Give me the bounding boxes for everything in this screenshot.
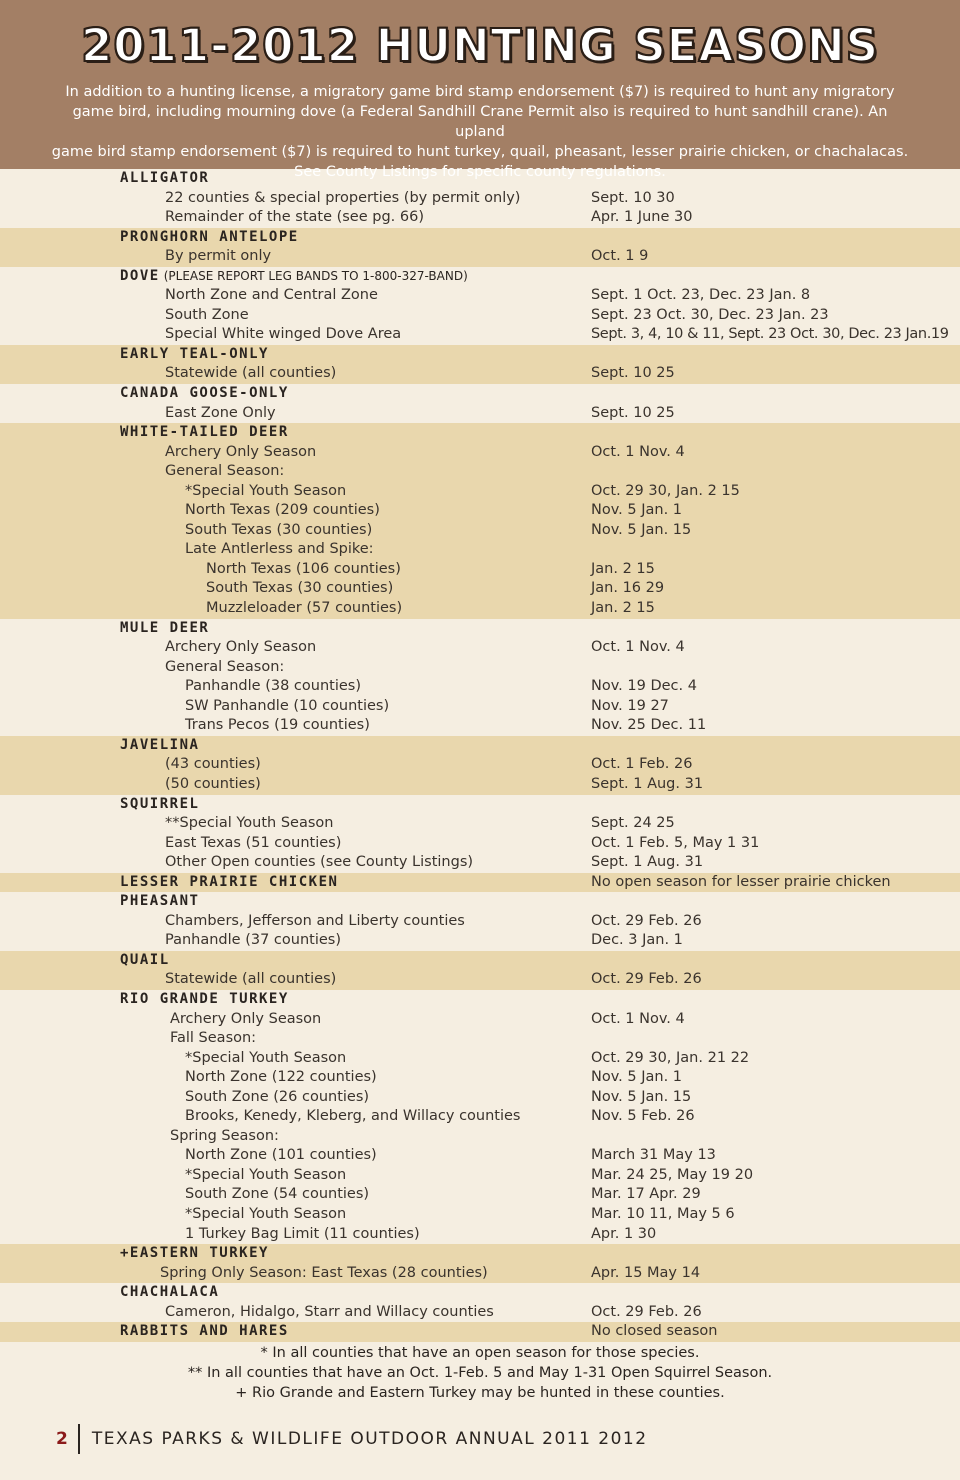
- season-section: [0, 873, 960, 893]
- species-row: [0, 384, 960, 404]
- season-label: Statewide (all counties): [165, 971, 337, 988]
- season-row: [0, 1010, 960, 1030]
- season-section: [0, 345, 960, 384]
- footnote: + Rio Grande and Eastern Turkey may be hunted in these counties.: [235, 1385, 725, 1401]
- season-row: [0, 1068, 960, 1088]
- season-dates: Nov. 19 Dec. 4: [591, 678, 697, 695]
- season-row: [0, 364, 960, 384]
- species-row: [0, 795, 960, 815]
- season-section: [0, 619, 960, 736]
- season-dates: March 31 May 13: [591, 1147, 716, 1164]
- season-label: Archery Only Season: [170, 1010, 322, 1027]
- footnote: * In all counties that have an open season for those species.: [260, 1345, 700, 1361]
- intro-line: See County Listings for specific county regulations.: [294, 164, 666, 180]
- season-label: North Zone and Central Zone: [165, 287, 378, 304]
- season-dates: Jan. 2 15: [591, 560, 655, 577]
- season-row: [0, 638, 960, 658]
- season-row: [0, 677, 960, 697]
- species-row: [0, 169, 960, 189]
- season-row: [0, 931, 960, 951]
- season-label: South Zone (54 counties): [185, 1186, 370, 1203]
- season-row: [0, 1127, 960, 1147]
- season-dates: Oct. 29 Feb. 26: [591, 912, 702, 929]
- season-row: [0, 1264, 960, 1284]
- season-dates: Oct. 1 Nov. 4: [591, 639, 685, 656]
- season-label: (50 counties): [165, 775, 261, 792]
- season-row: [0, 404, 960, 424]
- species-name: [120, 345, 269, 365]
- season-label: Archery Only Season: [165, 639, 317, 656]
- season-label: Cameron, Hidalgo, Starr and Willacy counties: [165, 1303, 494, 1320]
- season-label: Late Antlerless and Spike:: [185, 541, 374, 558]
- season-row: [0, 247, 960, 267]
- season-dates: Oct. 29 Feb. 26: [591, 971, 702, 988]
- season-dates: Oct. 29 Feb. 26: [591, 1303, 702, 1320]
- season-label: Panhandle (37 counties): [165, 932, 341, 949]
- species-row: [0, 873, 960, 893]
- season-row: [0, 482, 960, 502]
- intro-line: game bird, including mourning dove (a Federal Sandhill Crane Permit also is required to hunt sandhill crane). An upland: [72, 104, 888, 140]
- season-label: General Season:: [165, 463, 285, 480]
- species-label: CHACHALACA: [120, 1284, 220, 1301]
- season-dates: Sept. 3, 4, 10 & 11, Sept. 23 Oct. 30, Dec. 23 Jan.19: [591, 326, 949, 343]
- season-label: Remainder of the state (see pg. 66): [165, 209, 424, 226]
- publication-title: TEXAS PARKS & WILDLIFE OUTDOOR ANNUAL 2011 2012: [91, 1429, 648, 1449]
- species-label: +EASTERN TURKEY: [120, 1245, 269, 1262]
- season-label: By permit only: [165, 248, 272, 265]
- season-row: [0, 286, 960, 306]
- species-label: RIO GRANDE TURKEY: [120, 990, 289, 1007]
- season-label: North Texas (209 counties): [185, 502, 380, 519]
- footnotes: [0, 1343, 960, 1403]
- season-dates: Nov. 5 Feb. 26: [591, 1108, 695, 1125]
- season-dates: Apr. 15 May 14: [591, 1264, 701, 1281]
- season-label: Spring Season:: [170, 1127, 279, 1144]
- species-name: [120, 1322, 289, 1342]
- season-row: [0, 189, 960, 209]
- season-section: [0, 795, 960, 873]
- season-section: [0, 1322, 960, 1342]
- season-label: *Special Youth Season: [185, 1205, 347, 1222]
- season-label: Fall Season:: [170, 1030, 257, 1047]
- page-title: 2011-2012 HUNTING SEASONS: [80, 19, 880, 72]
- species-label: JAVELINA: [120, 736, 200, 753]
- season-row: [0, 814, 960, 834]
- season-dates: Nov. 5 Jan. 15: [591, 521, 692, 538]
- season-row: [0, 540, 960, 560]
- season-dates: Nov. 5 Jan. 1: [591, 502, 683, 519]
- species-row: [0, 1322, 960, 1342]
- season-section: [0, 736, 960, 795]
- season-label: Trans Pecos (19 counties): [185, 717, 370, 734]
- season-label: Statewide (all counties): [165, 365, 337, 382]
- page-number: 2: [56, 1429, 68, 1449]
- season-label: (43 counties): [165, 756, 261, 773]
- intro-text: [50, 82, 910, 182]
- season-dates: Jan. 16 29: [591, 580, 665, 597]
- seasons-table: [0, 169, 960, 1342]
- season-row: [0, 1049, 960, 1069]
- season-row: [0, 560, 960, 580]
- season-label: *Special Youth Season: [185, 1049, 347, 1066]
- season-label: North Zone (101 counties): [185, 1147, 377, 1164]
- species-name: [120, 619, 209, 639]
- season-dates: Nov. 5 Jan. 15: [591, 1088, 692, 1105]
- season-section: [0, 1283, 960, 1322]
- season-dates: Sept. 10 30: [591, 189, 675, 206]
- season-label: South Zone (26 counties): [185, 1088, 370, 1105]
- season-label: Panhandle (38 counties): [185, 678, 361, 695]
- season-dates: Apr. 1 30: [591, 1225, 657, 1242]
- species-row: [0, 736, 960, 756]
- season-label: General Season:: [165, 658, 285, 675]
- season-dates: Oct. 29 30, Jan. 2 15: [591, 482, 740, 499]
- season-row: [0, 1205, 960, 1225]
- season-label: South Texas (30 counties): [185, 521, 373, 538]
- species-name: [120, 1283, 219, 1303]
- season-row: [0, 462, 960, 482]
- divider: [78, 1424, 80, 1454]
- season-label: Brooks, Kenedy, Kleberg, and Willacy counties: [185, 1108, 521, 1125]
- species-name: [120, 736, 199, 756]
- page-footer: [56, 1424, 648, 1454]
- season-dates: Oct. 1 Feb. 26: [591, 756, 693, 773]
- species-row: [0, 892, 960, 912]
- season-row: [0, 1029, 960, 1049]
- species-name: [120, 384, 289, 404]
- season-dates: Oct. 1 Nov. 4: [591, 443, 685, 460]
- season-row: [0, 1088, 960, 1108]
- species-name: [120, 228, 299, 248]
- season-dates: Mar. 24 25, May 19 20: [591, 1166, 754, 1183]
- season-row: [0, 658, 960, 678]
- species-row: [0, 423, 960, 443]
- species-label: CANADA GOOSE-ONLY: [120, 385, 289, 402]
- season-dates: Nov. 25 Dec. 11: [591, 717, 707, 734]
- season-dates: Oct. 1 Feb. 5, May 1 31: [591, 834, 760, 851]
- season-dates: Sept. 24 25: [591, 815, 675, 832]
- species-label: RABBITS AND HARES: [120, 1323, 289, 1340]
- species-label: QUAIL: [120, 951, 170, 968]
- species-row: [0, 267, 960, 287]
- season-label: SW Panhandle (10 counties): [185, 697, 390, 714]
- season-dates: Sept. 10 25: [591, 404, 675, 421]
- season-row: [0, 1107, 960, 1127]
- season-row: [0, 1146, 960, 1166]
- season-row: [0, 325, 960, 345]
- footnote: ** In all counties that have an Oct. 1-Feb. 5 and May 1-31 Open Squirrel Season.: [187, 1365, 773, 1381]
- season-row: [0, 697, 960, 717]
- species-name: [120, 892, 199, 912]
- season-label: *Special Youth Season: [185, 1166, 347, 1183]
- species-row: [0, 345, 960, 365]
- season-row: [0, 208, 960, 228]
- season-label: Archery Only Season: [165, 443, 317, 460]
- season-label: *Special Youth Season: [185, 482, 347, 499]
- species-note: (PLEASE REPORT LEG BANDS TO 1-800-327-BAND): [163, 268, 468, 283]
- season-row: [0, 1225, 960, 1245]
- species-label: SQUIRREL: [120, 795, 200, 812]
- species-name: [120, 990, 289, 1010]
- species-name: [120, 267, 468, 287]
- species-name: [120, 1244, 269, 1264]
- species-label: MULE DEER: [120, 619, 210, 636]
- season-dates: Nov. 5 Jan. 1: [591, 1069, 683, 1086]
- season-label: South Texas (30 counties): [206, 580, 394, 597]
- season-dates: Oct. 1 Nov. 4: [591, 1010, 685, 1027]
- season-dates: Sept. 1 Aug. 31: [591, 854, 704, 871]
- season-label: East Zone Only: [165, 404, 276, 421]
- season-label: Special White winged Dove Area: [165, 326, 402, 343]
- season-section: [0, 423, 960, 618]
- season-label: North Zone (122 counties): [185, 1069, 377, 1086]
- season-label: Muzzleloader (57 counties): [206, 600, 403, 617]
- season-row: [0, 1185, 960, 1205]
- season-label: **Special Youth Season: [165, 815, 334, 832]
- season-section: [0, 169, 960, 228]
- season-section: [0, 951, 960, 990]
- season-row: [0, 853, 960, 873]
- season-label: North Texas (106 counties): [206, 560, 401, 577]
- species-row: [0, 1244, 960, 1264]
- season-dates: Oct. 1 9: [591, 248, 649, 265]
- species-label: DOVE: [120, 267, 160, 284]
- species-name: [120, 169, 209, 189]
- season-label: Spring Only Season: East Texas (28 counties): [160, 1264, 488, 1281]
- season-label: East Texas (51 counties): [165, 834, 342, 851]
- species-label: PHEASANT: [120, 893, 200, 910]
- season-label: 22 counties & special properties (by permit only): [165, 189, 521, 206]
- season-row: [0, 912, 960, 932]
- season-label: South Zone: [165, 306, 249, 323]
- season-row: [0, 755, 960, 775]
- species-label: EARLY TEAL-ONLY: [120, 345, 269, 362]
- species-label: LESSER PRAIRIE CHICKEN: [120, 873, 339, 890]
- season-row: [0, 599, 960, 619]
- species-row: [0, 1283, 960, 1303]
- season-row: [0, 834, 960, 854]
- season-dates: No closed season: [591, 1323, 718, 1340]
- season-label: 1 Turkey Bag Limit (11 counties): [185, 1225, 420, 1242]
- season-row: [0, 579, 960, 599]
- species-row: [0, 990, 960, 1010]
- season-row: [0, 501, 960, 521]
- species-row: [0, 951, 960, 971]
- species-label: PRONGHORN ANTELOPE: [120, 228, 299, 245]
- season-dates: Sept. 1 Oct. 23, Dec. 23 Jan. 8: [591, 287, 811, 304]
- season-section: [0, 892, 960, 951]
- season-row: [0, 443, 960, 463]
- intro-line: game bird stamp endorsement ($7) is required to hunt turkey, quail, pheasant, lesser prairie chicken, or chachalacas.: [51, 144, 909, 160]
- species-label: WHITE-TAILED DEER: [120, 424, 289, 441]
- season-row: [0, 1303, 960, 1323]
- season-dates: Jan. 2 15: [591, 600, 655, 617]
- season-row: [0, 521, 960, 541]
- season-label: Chambers, Jefferson and Liberty counties: [165, 912, 465, 929]
- season-dates: Dec. 3 Jan. 1: [591, 932, 683, 949]
- season-row: [0, 306, 960, 326]
- species-label: ALLIGATOR: [120, 170, 210, 186]
- species-name: [120, 795, 199, 815]
- season-dates: Apr. 1 June 30: [591, 209, 693, 226]
- season-row: [0, 1166, 960, 1186]
- species-row: [0, 619, 960, 639]
- species-name: [120, 423, 289, 443]
- season-section: [0, 1244, 960, 1283]
- season-dates: Sept. 1 Aug. 31: [591, 775, 704, 792]
- season-section: [0, 384, 960, 423]
- species-name: [120, 951, 170, 971]
- season-row: [0, 716, 960, 736]
- season-dates: Sept. 23 Oct. 30, Dec. 23 Jan. 23: [591, 306, 829, 323]
- season-row: [0, 970, 960, 990]
- season-section: [0, 267, 960, 345]
- season-row: [0, 775, 960, 795]
- season-dates: Mar. 10 11, May 5 6: [591, 1205, 735, 1222]
- season-dates: Mar. 17 Apr. 29: [591, 1186, 701, 1203]
- species-row: [0, 228, 960, 248]
- season-section: [0, 228, 960, 267]
- species-name: [120, 873, 338, 893]
- season-dates: Sept. 10 25: [591, 365, 675, 382]
- season-section: [0, 990, 960, 1244]
- season-dates: Nov. 19 27: [591, 697, 669, 714]
- season-dates: Oct. 29 30, Jan. 21 22: [591, 1049, 750, 1066]
- season-label: Other Open counties (see County Listings): [165, 854, 474, 871]
- season-dates: No open season for lesser prairie chicken: [591, 873, 891, 890]
- intro-line: In addition to a hunting license, a migratory game bird stamp endorsement ($7) is required to hunt any migratory: [65, 84, 895, 100]
